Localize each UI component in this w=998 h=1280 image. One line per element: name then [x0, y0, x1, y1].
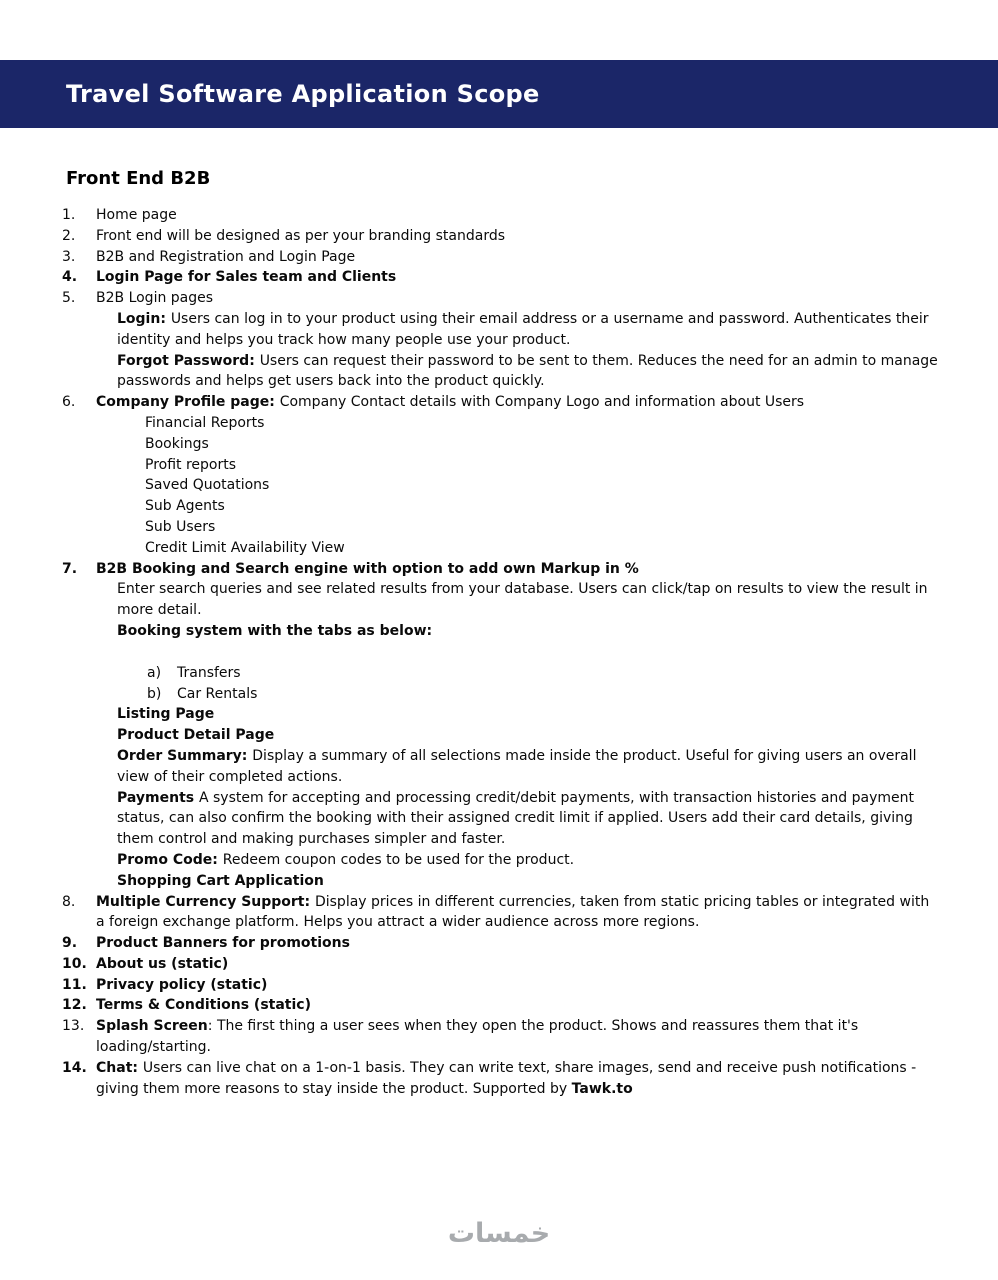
- bold-text: B2B Booking and Search engine with option to add own Markup in %: [96, 560, 639, 577]
- plain-text: Transfers: [177, 664, 241, 681]
- plain-text: Users can live chat on a 1-on-1 basis. They can write text, share images, send and receive push notifications - giving them more reasons to stay inside the product. Supported by: [96, 1059, 917, 1097]
- document-title-banner: [0, 60, 998, 128]
- plain-text: Bookings: [145, 435, 209, 452]
- list-item: [62, 392, 940, 413]
- bold-text: Product Detail Page: [117, 727, 275, 744]
- text-runs: [117, 623, 432, 639]
- item-number: 7.: [62, 560, 78, 577]
- plain-text: Front end will be designed as per your branding standards: [96, 227, 506, 244]
- item-text: [96, 933, 940, 954]
- plain-text: B2B Login pages: [96, 290, 214, 307]
- item-number: 12.: [62, 997, 87, 1014]
- bold-text: Listing Page: [117, 706, 215, 723]
- bold-text: Promo Code:: [117, 851, 223, 868]
- text-runs: [117, 873, 324, 889]
- paragraph: [145, 455, 940, 476]
- item-text: [96, 995, 940, 1016]
- letter-item: [147, 684, 940, 705]
- list-item: [62, 954, 940, 975]
- paragraph: [117, 704, 940, 725]
- text-runs: [96, 207, 177, 223]
- item-number: 6.: [62, 394, 76, 411]
- item-text: [96, 267, 940, 288]
- item-number: 1.: [62, 207, 76, 223]
- paragraph: [117, 788, 940, 850]
- page-title: Travel Software Application Scope: [66, 80, 540, 108]
- plain-text: Sub Users: [145, 518, 216, 535]
- text-runs: [145, 457, 236, 473]
- plain-text: Display prices in different currencies, taken from static pricing tables or integrated with a foreign exchange platform. Helps you attract a wider audience across more regions.: [96, 893, 930, 931]
- item-number: 13.: [62, 1018, 85, 1035]
- paragraph: [145, 434, 940, 455]
- bold-text: Payments: [117, 789, 199, 806]
- list-item: [62, 205, 940, 226]
- list-item: [62, 288, 940, 309]
- letter-marker: b): [147, 685, 162, 702]
- paragraph: [145, 475, 940, 496]
- bold-text: Product Banners for promotions: [96, 935, 350, 952]
- paragraph: [117, 850, 940, 871]
- bold-text: Tawk.to: [571, 1080, 633, 1097]
- plain-text: Users can log in to your product using their email address or a username and password. Authenticates their identity and helps you track how many people use your product.: [117, 310, 929, 348]
- text-runs: [96, 956, 228, 972]
- paragraph: [145, 413, 940, 434]
- item-number: 10.: [62, 955, 87, 972]
- item-number: 8.: [62, 893, 76, 910]
- paragraph: [117, 746, 940, 788]
- item-text: [96, 975, 940, 996]
- paragraph: [117, 621, 940, 642]
- plain-text: Users can request their password to be sent to them. Reduces the need for an admin to manage passwords and helps get users back into the product quickly.: [117, 352, 938, 390]
- bold-text: Login:: [117, 310, 171, 327]
- item-text: [96, 892, 940, 934]
- bold-text: Chat:: [96, 1059, 143, 1076]
- document-body: [62, 162, 940, 1099]
- list-item: [62, 995, 940, 1016]
- plain-text: Company Contact details with Company Logo and information about Users: [279, 394, 805, 411]
- plain-text: Saved Quotations: [145, 477, 270, 494]
- item-text: [96, 226, 940, 247]
- text-runs: [145, 477, 269, 493]
- text-runs: [96, 249, 355, 265]
- list-item: [62, 247, 940, 268]
- plain-text: : The first thing a user sees when they open the product. Shows and reassures them that it's loading/starting.: [96, 1018, 859, 1056]
- item-text: [96, 392, 940, 413]
- letter-item: [147, 663, 940, 684]
- bold-text: Forgot Password:: [117, 352, 260, 369]
- text-runs: [117, 353, 938, 390]
- list-item: [62, 892, 940, 934]
- item-text: [96, 1058, 940, 1100]
- item-number: 9.: [62, 935, 78, 952]
- list-item: [62, 226, 940, 247]
- text-runs: [96, 394, 804, 410]
- bold-text: About us (static): [96, 955, 229, 972]
- text-runs: [96, 935, 350, 951]
- paragraph: [117, 309, 940, 351]
- paragraph: [145, 517, 940, 538]
- item-number: 5.: [62, 290, 76, 307]
- text-runs: [145, 498, 225, 514]
- paragraph: [117, 579, 940, 621]
- list-item: [62, 559, 940, 580]
- item-text: [96, 247, 940, 268]
- text-runs: [96, 1060, 916, 1097]
- bold-text: Terms & Conditions (static): [96, 997, 311, 1014]
- paragraph: [117, 871, 940, 892]
- plain-text: Home page: [96, 207, 177, 223]
- bold-text: Multiple Currency Support:: [96, 893, 315, 910]
- item-text: [96, 205, 940, 226]
- plain-text: Enter search queries and see related results from your database. Users can click/tap on results to view the result in more detail.: [117, 581, 928, 619]
- paragraph: [117, 351, 940, 393]
- item-text: [96, 288, 940, 309]
- plain-text: Credit Limit Availability View: [145, 539, 345, 556]
- text-runs: [96, 894, 929, 931]
- item-number: 4.: [62, 269, 78, 286]
- text-runs: [96, 1018, 858, 1055]
- plain-text: Display a summary of all selections made inside the product. Useful for giving users an overall view of their completed actions.: [117, 747, 917, 785]
- text-runs: [117, 748, 916, 785]
- bold-text: Shopping Cart Application: [117, 872, 324, 889]
- text-runs: [96, 977, 267, 993]
- text-runs: [96, 290, 213, 306]
- paragraph: [117, 725, 940, 746]
- plain-text: Redeem coupon codes to be used for the product.: [222, 851, 575, 868]
- text-runs: [96, 228, 505, 244]
- section-heading: Front End B2B: [66, 168, 211, 189]
- bold-text: Privacy policy (static): [96, 976, 268, 993]
- list-item: [62, 1016, 940, 1058]
- text-runs: [117, 790, 914, 848]
- text-runs: [145, 519, 215, 535]
- item-number: 14.: [62, 1059, 87, 1076]
- bold-text: Login Page for Sales team and Clients: [96, 269, 397, 286]
- text-runs: [145, 540, 345, 556]
- list-item: [62, 1058, 940, 1100]
- paragraph: [145, 496, 940, 517]
- plain-text: A system for accepting and processing credit/debit payments, with transaction histories and payment status, can also confirm the booking with their assigned credit limit if applied. Users add their card details, giving them control and making purchases simpler and faster.: [117, 789, 914, 848]
- paragraph: [145, 538, 940, 559]
- letter-marker: a): [147, 664, 162, 681]
- text-runs: [177, 684, 257, 705]
- bold-text: Company Profile page:: [96, 394, 280, 411]
- item-number: 11.: [62, 976, 87, 993]
- item-text: [96, 954, 940, 975]
- text-runs: [96, 561, 639, 577]
- list-item: [62, 267, 940, 288]
- item-text: [96, 1016, 940, 1058]
- scope-list: [62, 205, 940, 1099]
- text-runs: [117, 581, 928, 618]
- text-runs: [145, 415, 264, 431]
- bold-text: Splash Screen: [96, 1018, 208, 1035]
- plain-text: Car Rentals: [177, 685, 258, 702]
- text-runs: [96, 997, 311, 1013]
- text-runs: [96, 269, 396, 285]
- text-runs: [117, 706, 214, 722]
- list-spacer: [62, 642, 940, 663]
- item-text: [96, 559, 940, 580]
- text-runs: [117, 727, 274, 743]
- watermark-text: خمسات: [447, 1218, 551, 1249]
- plain-text: Profit reports: [145, 456, 237, 473]
- item-number: 2.: [62, 227, 76, 244]
- text-runs: [117, 311, 928, 348]
- bold-text: Order Summary:: [117, 747, 253, 764]
- text-runs: [177, 663, 241, 684]
- plain-text: Sub Agents: [145, 498, 225, 515]
- bold-text: Booking system with the tabs as below:: [117, 622, 433, 639]
- text-runs: [145, 436, 209, 452]
- plain-text: Financial Reports: [145, 414, 265, 431]
- list-item: [62, 975, 940, 996]
- text-runs: [117, 852, 574, 868]
- item-number: 3.: [62, 248, 76, 265]
- plain-text: B2B and Registration and Login Page: [96, 248, 356, 265]
- list-item: [62, 933, 940, 954]
